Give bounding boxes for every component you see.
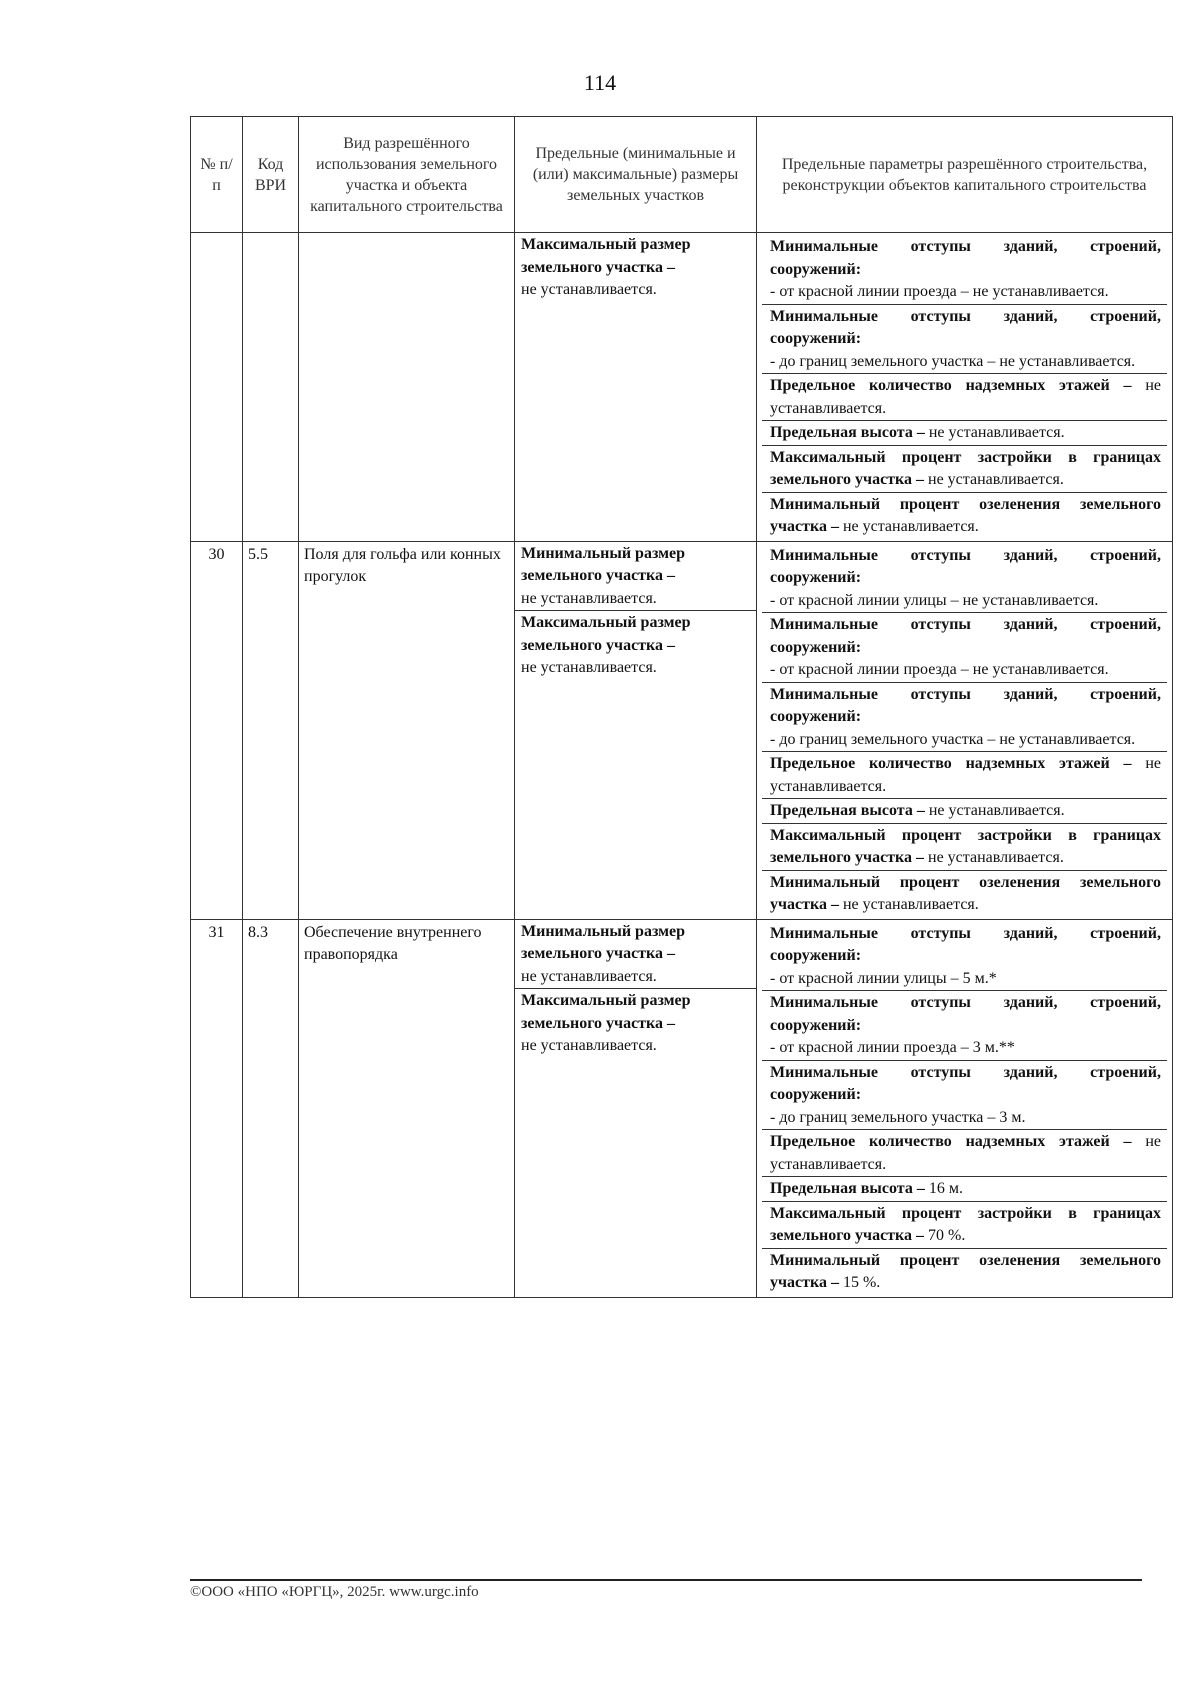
param-value: - до границ земельного участка – не устанавливается. (770, 730, 1136, 748)
param-item (762, 544, 1167, 613)
header-kind: Вид разрешённого использования земельного участка и объекта капитального строительства (299, 117, 515, 233)
param-label: Минимальные отступы зданий, строений, сооружений: (770, 238, 1161, 278)
size-limit-value: не устанавливается. (521, 659, 657, 676)
param-value: - от красной линии улицы – не устанавливается. (770, 591, 1099, 609)
param-value: не устанавливается. (928, 802, 1065, 819)
param-item (762, 613, 1167, 683)
param-value: - от красной линии улицы – 5 м.* (770, 969, 997, 987)
param-label: Минимальные отступы зданий, строений, сооружений: (770, 994, 1161, 1034)
param-value: - до границ земельного участка – 3 м. (770, 1108, 1026, 1126)
param-item (762, 991, 1167, 1061)
param-value: 15 %. (842, 1274, 881, 1291)
table-row (191, 233, 1173, 542)
param-value: не устанавливается. (928, 849, 1064, 866)
param-item (762, 304, 1167, 374)
param-value: 70 %. (928, 1227, 966, 1244)
param-value: - от красной линии проезда – не устанавливается. (770, 661, 1109, 678)
params-list (762, 235, 1167, 539)
param-item (762, 870, 1167, 917)
param-label: Предельное количество надземных этажей – (770, 755, 1132, 772)
row-code (243, 233, 299, 542)
param-label: Минимальные отступы зданий, строений, сооружений: (770, 616, 1161, 656)
param-label: Максимальный процент застройки в границах земельного участка – (770, 1204, 1161, 1244)
size-limit-label: Максимальный размер земельного участка – (521, 992, 691, 1032)
size-limit-value: не устанавливается. (521, 1037, 657, 1054)
param-value: - от красной линии проезда – не устанавливается. (770, 283, 1109, 300)
header-params: Предельные параметры разрешённого строительства, реконструкции объектов капитального строительства (757, 117, 1173, 233)
param-label: Минимальные отступы зданий, строений, сооружений: (770, 685, 1161, 725)
param-value: не устанавливается. (842, 518, 979, 535)
size-limit-label: Максимальный размер земельного участка – (521, 236, 691, 276)
row-size-limits (515, 233, 757, 542)
param-item (762, 1130, 1167, 1177)
param-label: Минимальный процент озеленения земельного участка – (770, 873, 1161, 913)
param-label: Предельная высота – (770, 802, 925, 819)
size-limit-item (515, 233, 756, 302)
param-value: не устанавливается. (770, 755, 1162, 795)
param-label: Предельная высота – (770, 424, 925, 441)
footer-divider (190, 1579, 1142, 1581)
param-label: Предельное количество надземных этажей – (770, 1133, 1132, 1150)
size-limit-item (515, 920, 756, 989)
row-use-kind: Поля для гольфа или конных прогулок (299, 541, 515, 919)
row-number (191, 233, 243, 542)
header-row (191, 117, 1173, 233)
params-list (762, 922, 1167, 1295)
param-value: не устанавливается. (770, 377, 1162, 417)
param-label: Минимальные отступы зданий, строений, сооружений: (770, 1063, 1161, 1103)
size-limit-item (515, 988, 756, 1058)
param-value: - от красной линии проезда – 3 м.** (770, 1039, 1015, 1056)
size-limit-label: Минимальный размер земельного участка – (521, 922, 686, 962)
param-item (762, 922, 1167, 991)
param-label: Предельное количество надземных этажей – (770, 377, 1132, 394)
param-label: Минимальный процент озеленения земельного участка – (770, 1251, 1161, 1291)
param-label: Минимальные отступы зданий, строений, сооружений: (770, 307, 1161, 347)
param-label: Предельная высота – (770, 1180, 925, 1197)
row-code: 8.3 (243, 919, 299, 1297)
param-label: Минимальные отступы зданий, строений, сооружений: (770, 924, 1161, 964)
param-label: Минимальный процент озеленения земельного участка – (770, 495, 1161, 535)
param-item (762, 445, 1167, 492)
param-value: не устанавливается. (928, 471, 1064, 488)
size-limit-item (515, 610, 756, 680)
regulations-table (190, 116, 1173, 1298)
param-item (762, 492, 1167, 539)
size-limit-item (515, 542, 756, 611)
page-number: 114 (583, 70, 617, 95)
param-value: не устанавливается. (928, 424, 1065, 441)
param-value: - до границ земельного участка – не устанавливается. (770, 352, 1136, 370)
row-construction-params (757, 541, 1173, 919)
table-row (191, 919, 1173, 1297)
param-value: не устанавливается. (770, 1133, 1162, 1173)
param-item (762, 752, 1167, 799)
row-number: 30 (191, 541, 243, 919)
param-label: Максимальный процент застройки в границах земельного участка – (770, 826, 1161, 866)
param-label: Максимальный процент застройки в границах земельного участка – (770, 448, 1161, 488)
param-label: Минимальные отступы зданий, строений, сооружений: (770, 546, 1161, 586)
param-item (762, 1060, 1167, 1130)
row-use-kind (299, 233, 515, 542)
param-value: 16 м. (928, 1180, 963, 1197)
header-num: № п/п (191, 117, 243, 233)
param-item (762, 1201, 1167, 1248)
param-item (762, 235, 1167, 304)
param-value: не устанавливается. (842, 896, 979, 913)
row-size-limits (515, 541, 757, 919)
params-list (762, 544, 1167, 917)
row-construction-params (757, 233, 1173, 542)
row-construction-params (757, 919, 1173, 1297)
size-limit-label: Максимальный размер земельного участка – (521, 614, 691, 654)
row-number: 31 (191, 919, 243, 1297)
param-item (762, 682, 1167, 752)
size-limit-label: Минимальный размер земельного участка – (521, 544, 686, 584)
size-limit-value: не устанавливается. (521, 967, 657, 985)
header-sizes: Предельные (минимальные и (или) максимальные) размеры земельных участков (515, 117, 757, 233)
param-item (762, 421, 1167, 446)
param-item (762, 823, 1167, 870)
row-code: 5.5 (243, 541, 299, 919)
size-limit-value: не устанавливается. (521, 589, 657, 607)
table-row (191, 541, 1173, 919)
footer-copyright: ©ООО «НПО «ЮРГЦ», 2025г. www.urgc.info (190, 1584, 479, 1600)
row-use-kind: Обеспечение внутреннего правопорядка (299, 919, 515, 1297)
header-code: Код ВРИ (243, 117, 299, 233)
size-limit-value: не устанавливается. (521, 281, 657, 298)
param-item (762, 374, 1167, 421)
param-item (762, 799, 1167, 824)
row-size-limits (515, 919, 757, 1297)
param-item (762, 1177, 1167, 1202)
param-item (762, 1248, 1167, 1295)
